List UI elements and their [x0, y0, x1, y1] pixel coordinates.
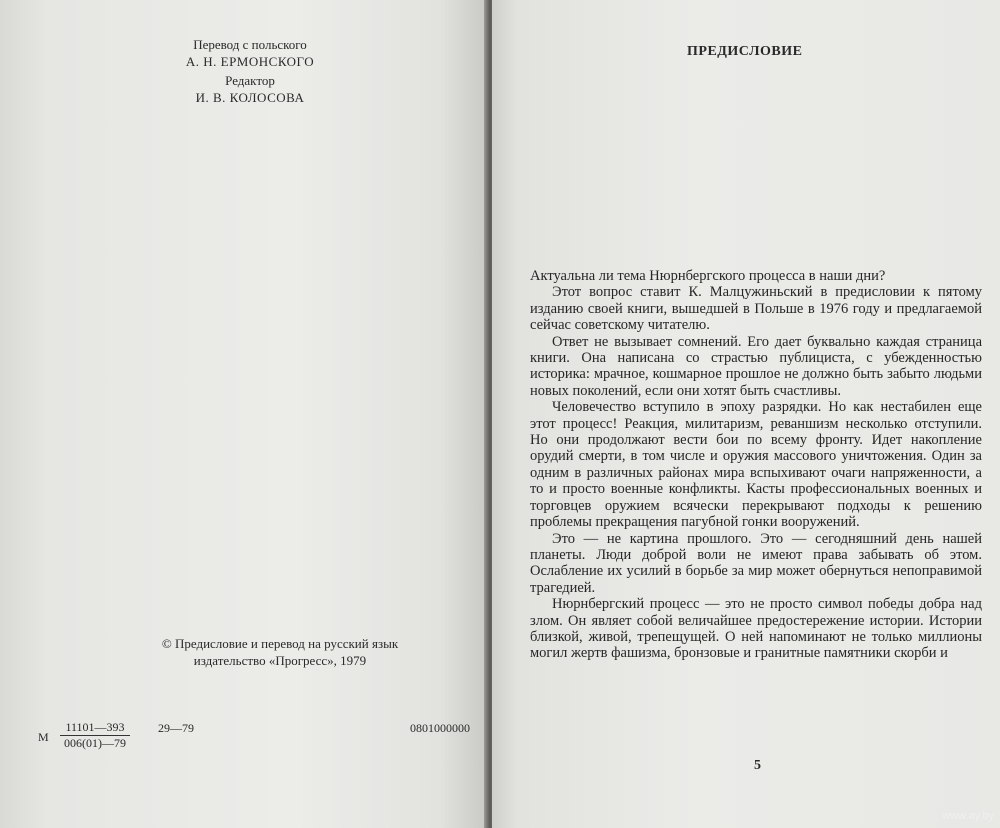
paragraph: Ответ не вызывает сомнений. Его дает буквально каждая страница книги. Она написана со страстью публициста, с убежденностью историка: мрачное, кошмарное прошлое не должно быть забыто людьми новых поколений, если они хотят быть счастливы. — [530, 333, 982, 399]
translated-from: Перевод с польского — [193, 37, 307, 52]
paragraph: Нюрнбергский процесс — это не просто символ победы добра над злом. Он являет собой величайшее предостережение истории. Истории близкой, живой, трепещущей. О ней напоминают не только миллионы могил жертв фашизма, бронзовые и гранитные памятники скорби и — [530, 596, 982, 662]
copyright-line-2: издательство «Прогресс», 1979 — [193, 653, 367, 668]
site-watermark: www.ay.by — [942, 810, 994, 822]
page-title: ПРЕДИСЛОВИЕ — [687, 44, 803, 59]
copyright-block — [120, 635, 440, 669]
credits-block — [130, 36, 370, 106]
imprint-numerator: 11101—393 — [65, 720, 125, 734]
imprint-fraction — [60, 720, 130, 751]
copyright-line-1: © Предисловие и перевод на русский язык — [161, 636, 399, 651]
page-number: 5 — [754, 758, 761, 773]
left-page — [0, 0, 488, 828]
imprint-code — [38, 720, 468, 760]
imprint-number: 0801000000 — [410, 721, 470, 735]
translator-name: А. Н. ЕРМОНСКОГО — [185, 54, 315, 69]
paragraph: Человечество вступило в эпоху разрядки. Но как нестабилен еще этот процесс! Реакция, милитаризм, реваншизм несколько отступили. Но они продолжают вести бои по всему фронту. Идет накопление орудий смерти, в том числе и оружия массового уничтожения. Один за одним в различных районах мира вспыхивают очаги напряженности, а то и просто военные конфликты. Касты профессиональных военных и торговцев оружием всячески перекрывают подходы к решению проблемы прекращения пагубной гонки вооружений. — [530, 399, 982, 531]
imprint-year-code: 29—79 — [158, 721, 194, 735]
editor-label: Редактор — [225, 73, 275, 88]
right-page — [492, 0, 1000, 828]
editor-name: И. В. КОЛОСОВА — [195, 90, 305, 105]
imprint-denominator: 006(01)—79 — [60, 735, 130, 751]
paragraph: Это — не картина прошлого. Это — сегодняшний день нашей планеты. Люди доброй воли не имеют права забывать об этом. Ослабление их усилий в борьбе за мир может обернуться непоправимой трагедией. — [530, 530, 982, 596]
paragraph: Этот вопрос ставит К. Малцужиньский в предисловии к пятому изданию своей книги, вышедшей в Польше в 1976 году и предлагаемой сейчас советскому читателю. — [530, 284, 982, 334]
paragraph: Актуальна ли тема Нюрнбергского процесса в наши дни? — [530, 268, 886, 284]
imprint-letter: М — [38, 730, 49, 744]
preface-text — [530, 268, 982, 662]
